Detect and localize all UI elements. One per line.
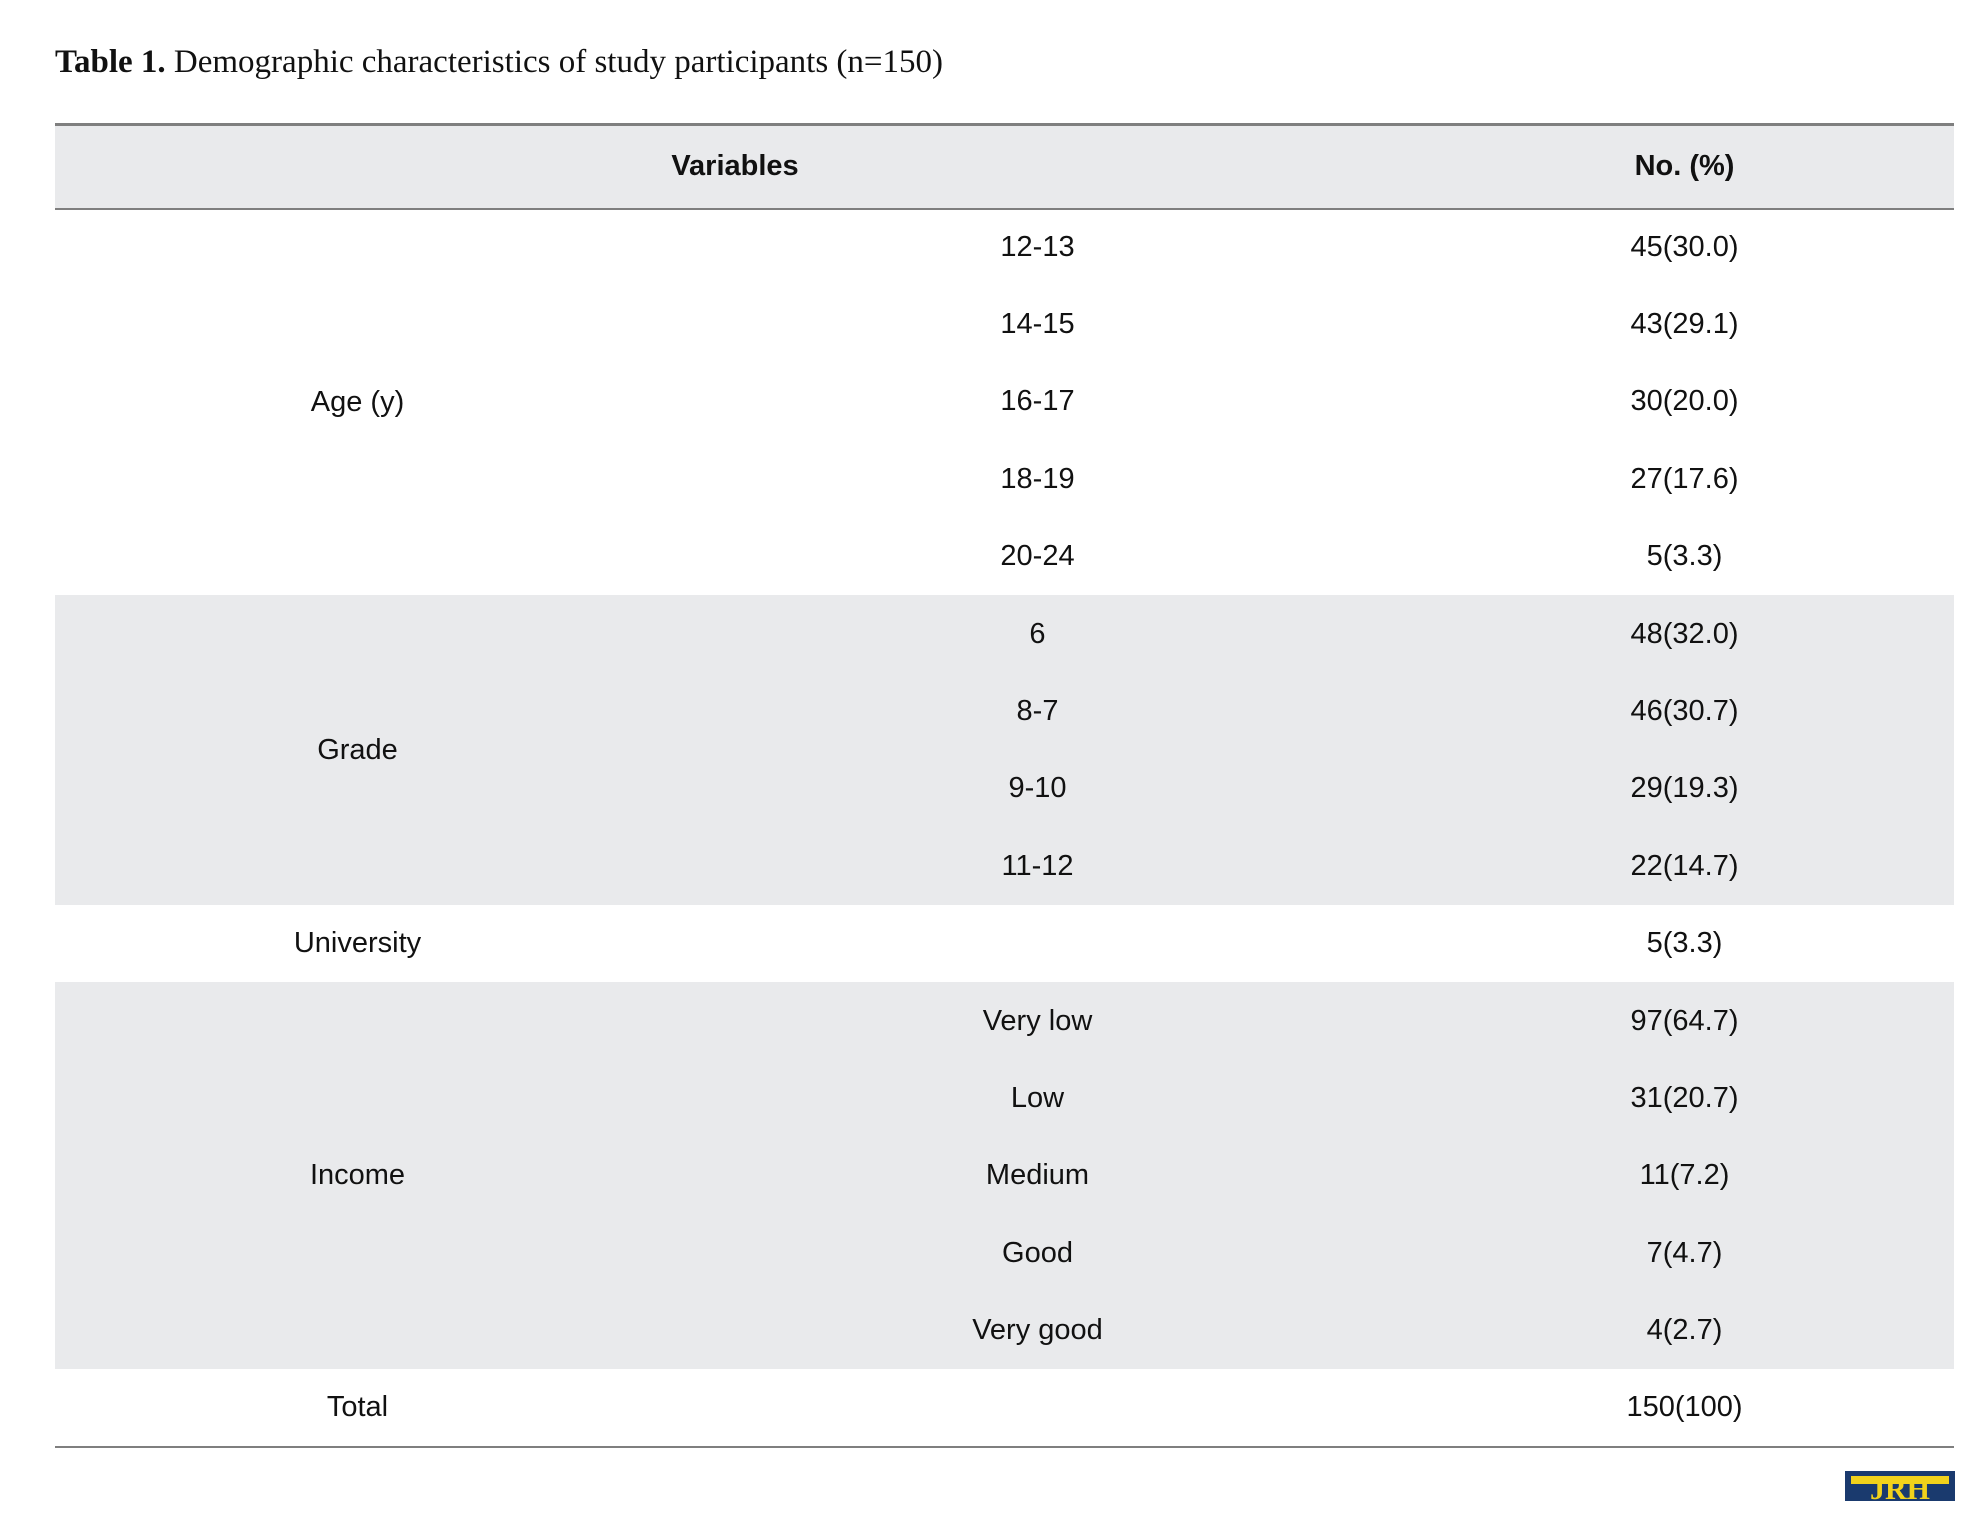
count-percent: 46(30.7) (1630, 695, 1739, 728)
variable-category: Medium (985, 1159, 1090, 1192)
count-percent: 48(32.0) (1630, 617, 1739, 650)
logo-text: JRH (1870, 1473, 1930, 1506)
table-number: Table 1. (55, 44, 166, 80)
table-body (55, 209, 1954, 1447)
variable-category: 6 (1029, 617, 1046, 650)
variable-category: Very good (972, 1314, 1103, 1347)
count-percent: 22(14.7) (1630, 849, 1739, 882)
count-percent: 31(20.7) (1630, 1081, 1739, 1114)
count-percent: 11(7.2) (1639, 1159, 1730, 1192)
variable-name: Grade (317, 733, 398, 766)
header-row (55, 125, 1954, 209)
demographics-table (55, 123, 1954, 1448)
variable-category: 12-13 (1000, 231, 1075, 264)
table-caption (55, 44, 943, 81)
variable-category (660, 905, 1415, 982)
count-percent: 4(2.7) (1646, 1314, 1723, 1347)
variable-category: Very low (982, 1004, 1093, 1037)
variable-category: 20-24 (1000, 540, 1075, 573)
variable-category: 14-15 (1000, 308, 1075, 341)
variable-name: Income (309, 1159, 406, 1192)
table-row (55, 209, 1954, 286)
table-row (55, 905, 1954, 982)
variable-name: Age (y) (310, 385, 405, 418)
variable-name: Total (55, 1369, 660, 1446)
journal-logo (1845, 1467, 1955, 1507)
header-count: No. (%) (1415, 125, 1954, 209)
table-title: Demographic characteristics of study participants (n=150) (173, 44, 944, 80)
variable-category: 16-17 (1000, 385, 1075, 418)
count-percent: 5(3.3) (1646, 927, 1723, 960)
count-percent: 43(29.1) (1630, 308, 1739, 341)
variable-category: 11-12 (1001, 849, 1074, 882)
count-percent: 5(3.3) (1646, 540, 1723, 573)
variable-name: University (293, 927, 422, 960)
count-percent: 27(17.6) (1630, 462, 1739, 495)
variable-category: Low (1010, 1081, 1065, 1114)
variable-category: 9-10 (1008, 772, 1067, 805)
variable-category (660, 1369, 1415, 1446)
table-row (55, 982, 1954, 1059)
table-row (55, 595, 1954, 672)
variable-category: 8-7 (1016, 695, 1059, 728)
header-variables: Variables (55, 125, 1415, 209)
count-percent: 150(100) (1415, 1369, 1954, 1446)
variable-category: 18-19 (1000, 462, 1075, 495)
variable-category: Good (1002, 1236, 1073, 1269)
count-percent: 30(20.0) (1630, 385, 1739, 418)
count-percent: 45(30.0) (1630, 231, 1739, 264)
count-percent: 29(19.3) (1630, 772, 1739, 805)
count-percent: 7(4.7) (1646, 1236, 1723, 1269)
table-row (55, 1369, 1954, 1446)
count-percent: 97(64.7) (1630, 1004, 1739, 1037)
